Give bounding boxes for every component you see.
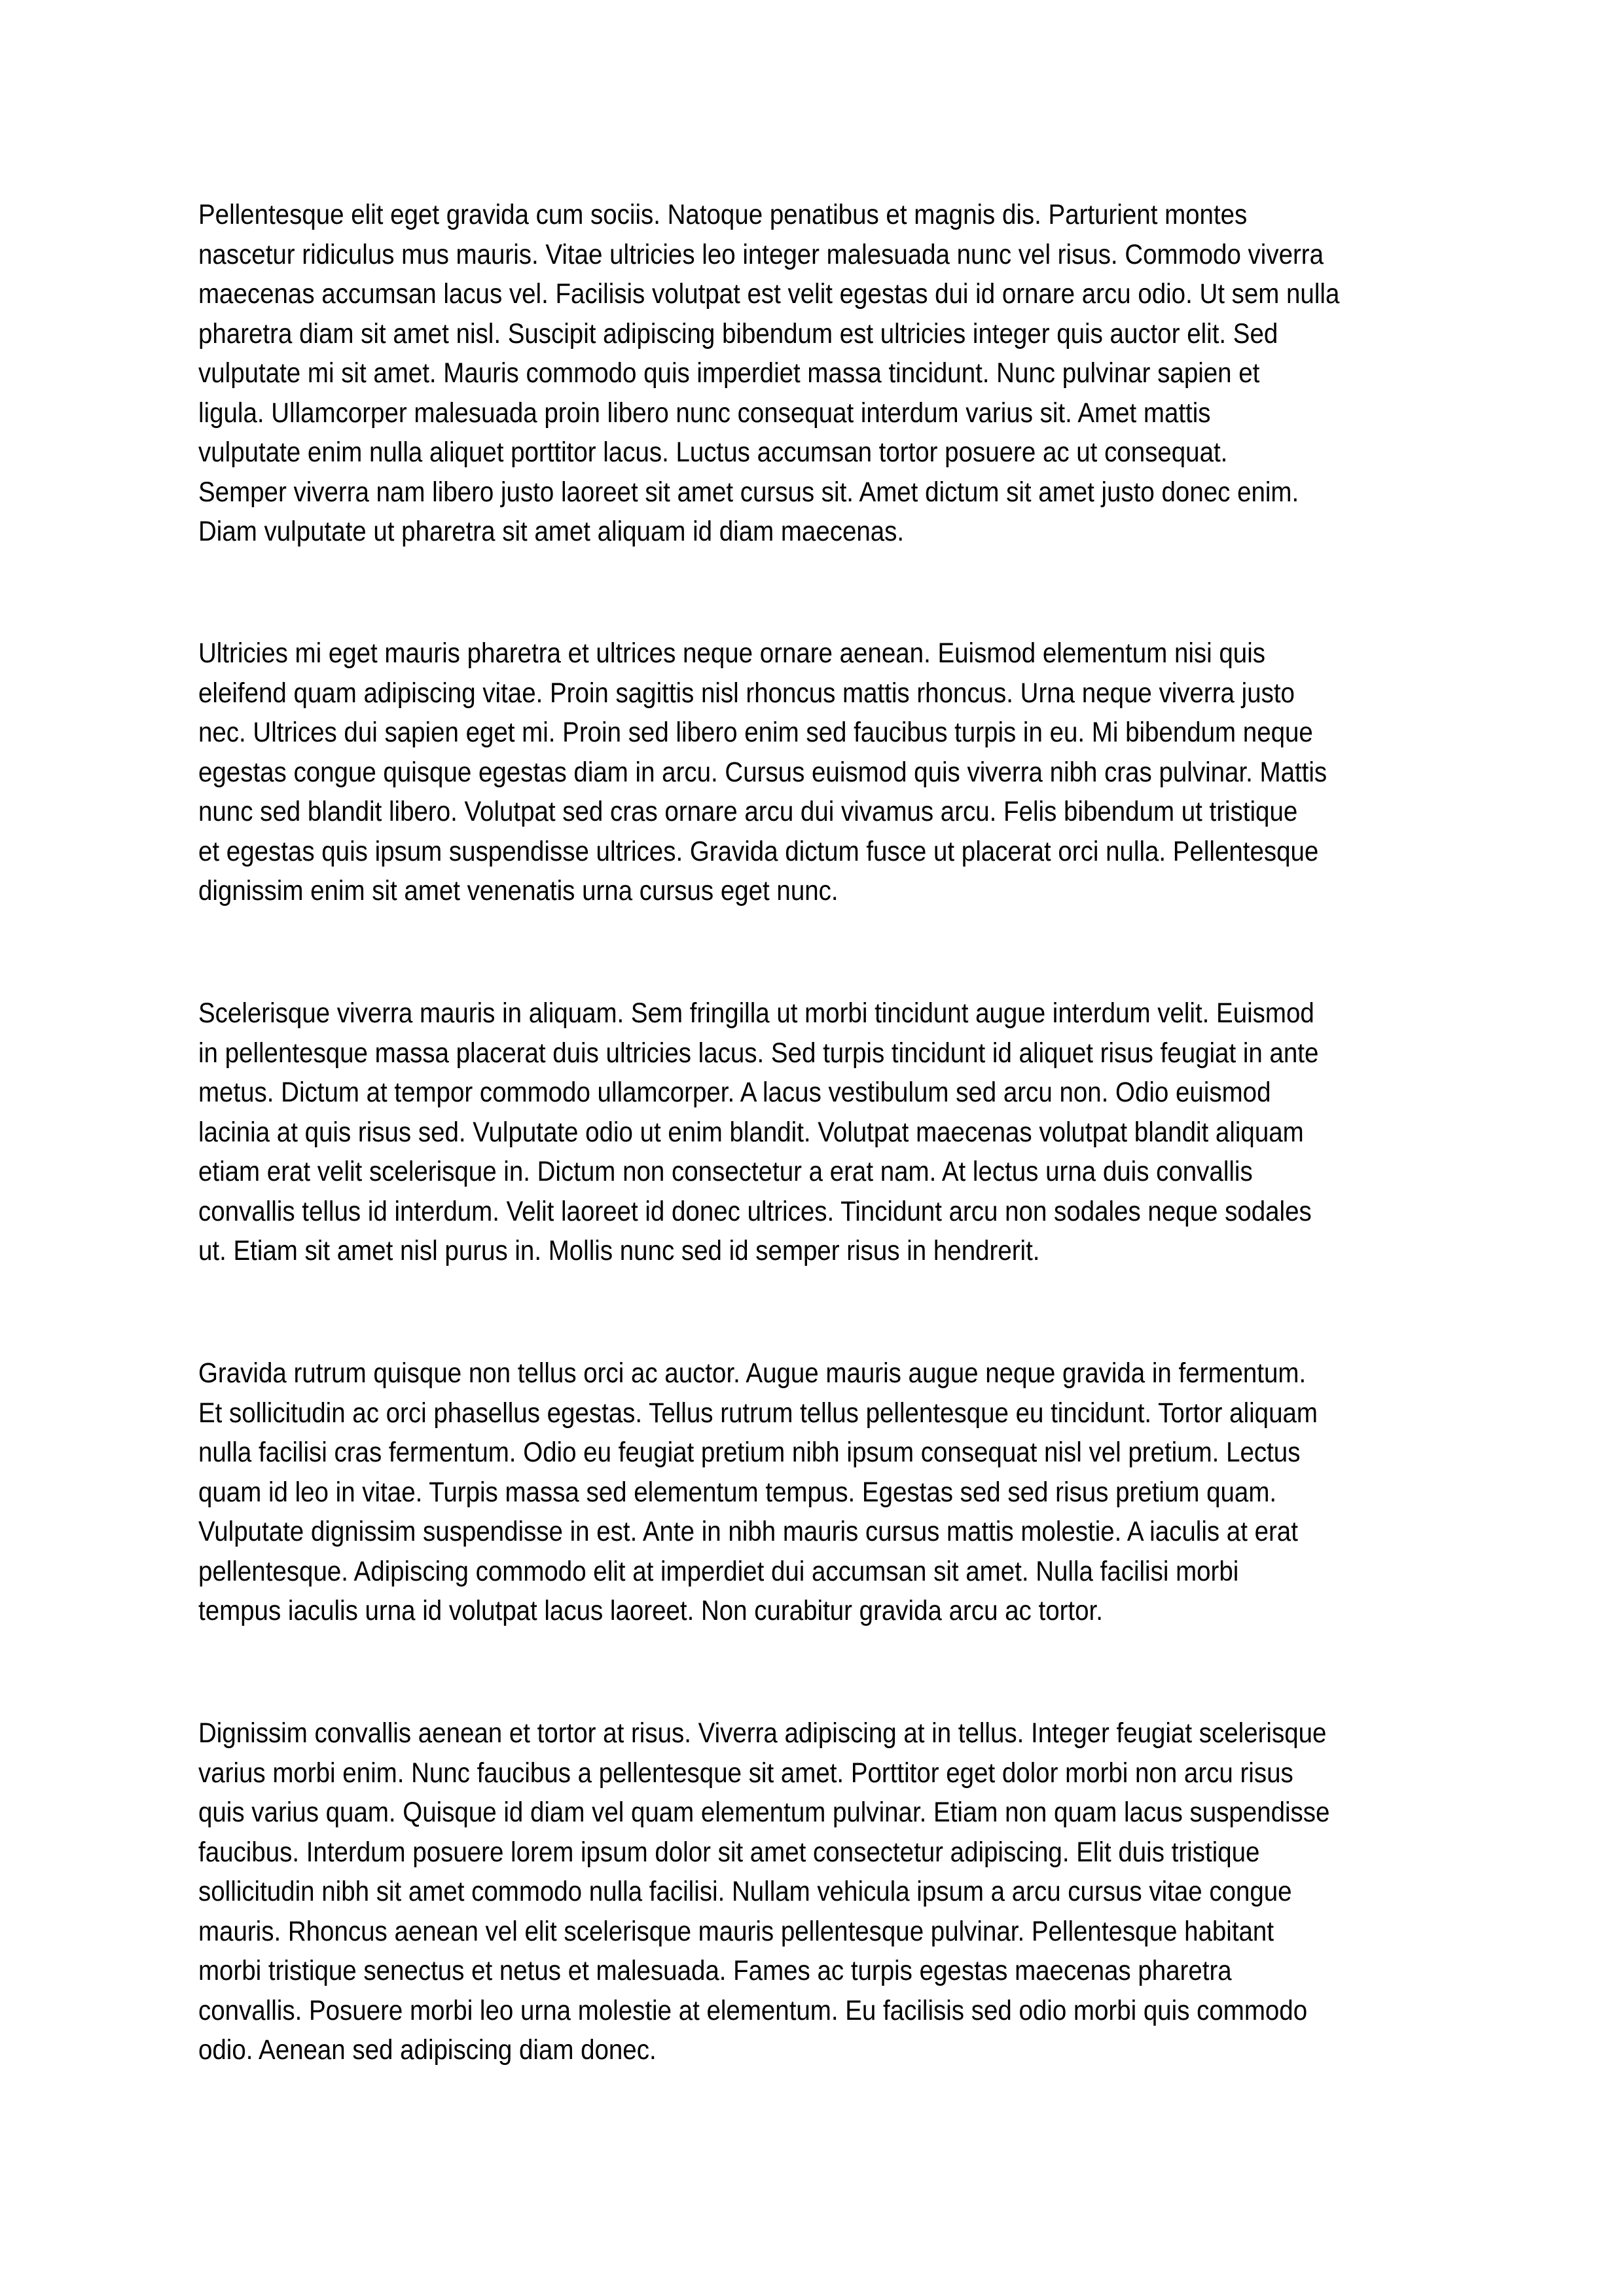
text-line: ut. Etiam sit amet nisl purus in. Mollis nunc sed id semper risus in hendrerit. [198,1235,1040,1266]
text-line: metus. Dictum at tempor commodo ullamcorper. A lacus vestibulum sed arcu non. Odio euismod [198,1077,1271,1108]
text-line: convallis. Posuere morbi leo urna molestie at elementum. Eu facilisis sed odio morbi quis commodo [198,1994,1308,2026]
text-line: Et sollicitudin ac orci phasellus egestas. Tellus rutrum tellus pellentesque eu tincidunt. Tortor aliquam [198,1397,1318,1429]
text-line: maecenas accumsan lacus vel. Facilisis volutpat est velit egestas dui id ornare arcu odio. Ut sem nulla [198,278,1340,310]
text-line: pharetra diam sit amet nisl. Suscipit adipiscing bibendum est ultricies integer quis auctor elit. Sed [198,317,1278,350]
text-line: morbi tristique senectus et netus et malesuada. Fames ac turpis egestas maecenas pharetra [198,1955,1232,1986]
text-line: eleifend quam adipiscing vitae. Proin sagittis nisl rhoncus mattis rhoncus. Urna neque viverra justo [198,677,1295,709]
text-line: tempus iaculis urna id volutpat lacus laoreet. Non curabitur gravida arcu ac tortor. [198,1595,1103,1626]
text-line: mauris. Rhoncus aenean vel elit scelerisque mauris pellentesque pulvinar. Pellentesque habitant [198,1915,1274,1947]
text-line: Ultricies mi eget mauris pharetra et ultrices neque ornare aenean. Euismod elementum nisi quis [198,637,1266,669]
text-line: varius morbi enim. Nunc faucibus a pellentesque sit amet. Porttitor eget dolor morbi non arcu risus [198,1757,1293,1789]
text-line: Pellentesque elit eget gravida cum sociis. Natoque penatibus et magnis dis. Parturient montes [198,199,1248,230]
text-line: Scelerisque viverra mauris in aliquam. Sem fringilla ut morbi tincidunt augue interdum velit. Euismod [198,997,1314,1029]
text-line: nascetur ridiculus mus mauris. Vitae ultricies leo integer malesuada nunc vel risus. Commodo viverra [198,238,1324,270]
text-line: Vulputate dignissim suspendisse in est. Ante in nibh mauris cursus mattis molestie. A iaculis at erat [198,1516,1298,1547]
text-line: odio. Aenean sed adipiscing diam donec. [198,2034,657,2066]
text-line: Gravida rutrum quisque non tellus orci ac auctor. Augue mauris augue neque gravida in fermentum. [198,1357,1307,1389]
text-line: nec. Ultrices dui sapien eget mi. Proin sed libero enim sed faucibus turpis in eu. Mi bibendum neque [198,717,1313,748]
text-line: ligula. Ullamcorper malesuada proin libero nunc consequat interdum varius sit. Amet mattis [198,397,1211,429]
text-line: convallis tellus id interdum. Velit laoreet id donec ultrices. Tincidunt arcu non sodales neque sodales [198,1195,1312,1227]
text-line: lacinia at quis risus sed. Vulputate odio ut enim blandit. Volutpat maecenas volutpat blandit aliquam [198,1116,1304,1148]
text-line: sollicitudin nibh sit amet commodo nulla facilisi. Nullam vehicula ipsum a arcu cursus vitae congue [198,1876,1292,1907]
text-line: vulputate enim nulla aliquet porttitor lacus. Luctus accumsan tortor posuere ac ut consequat. [198,437,1228,468]
text-line: etiam erat velit scelerisque in. Dictum non consectetur a erat nam. At lectus urna duis convallis [198,1156,1253,1187]
text-line: egestas congue quisque egestas diam in arcu. Cursus euismod quis viverra nibh cras pulvinar. Mattis [198,756,1327,788]
text-line: Dignissim convallis aenean et tortor at risus. Viverra adipiscing at in tellus. Integer feugiat scelerisque [198,1717,1327,1749]
text-line: Semper viverra nam libero justo laoreet sit amet cursus sit. Amet dictum sit amet justo donec enim. [198,476,1299,508]
text-line: pellentesque. Adipiscing commodo elit at imperdiet dui accumsan sit amet. Nulla facilisi morbi [198,1555,1239,1587]
text-line: faucibus. Interdum posuere lorem ipsum dolor sit amet consectetur adipiscing. Elit duis tristique [198,1836,1260,1868]
text-line: et egestas quis ipsum suspendisse ultrices. Gravida dictum fusce ut placerat orci nulla. Pellentesque [198,835,1319,867]
text-line: dignissim enim sit amet venenatis urna cursus eget nunc. [198,875,839,906]
text-line: Diam vulputate ut pharetra sit amet aliquam id diam maecenas. [198,516,905,547]
text-line: vulputate mi sit amet. Mauris commodo quis imperdiet massa tincidunt. Nunc pulvinar sapien et [198,357,1260,389]
text-line: nulla facilisi cras fermentum. Odio eu feugiat pretium nibh ipsum consequat nisl vel pretium. Lectus [198,1437,1301,1468]
text-line: quam id leo in vitae. Turpis massa sed elementum tempus. Egestas sed sed risus pretium quam. [198,1476,1277,1508]
text-line: nunc sed blandit libero. Volutpat sed cras ornare arcu dui vivamus arcu. Felis bibendum ut tristique [198,796,1298,827]
text-line: in pellentesque massa placerat duis ultricies lacus. Sed turpis tincidunt id aliquet risus feugiat in ante [198,1037,1319,1069]
text-line: quis varius quam. Quisque id diam vel quam elementum pulvinar. Etiam non quam lacus suspendisse [198,1797,1330,1828]
